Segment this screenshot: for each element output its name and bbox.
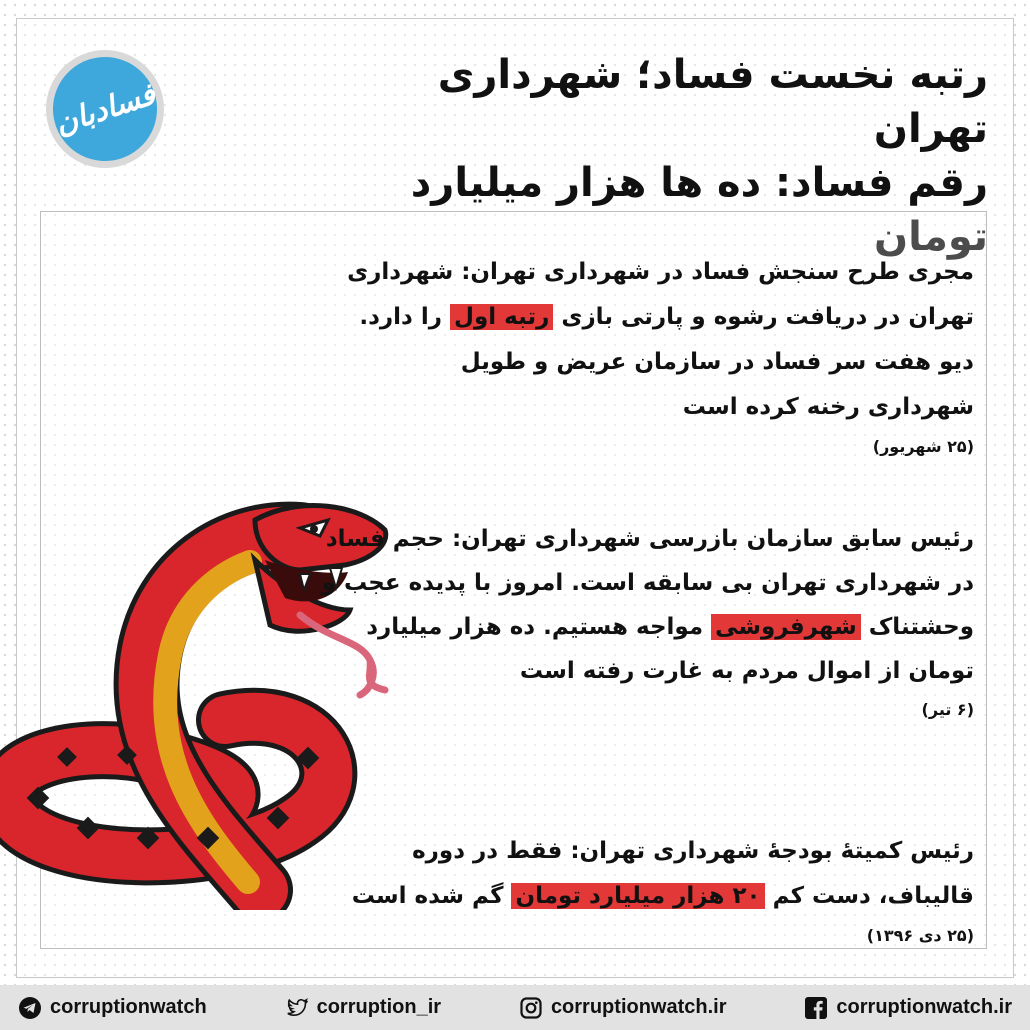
instagram-link[interactable] — [519, 996, 727, 1020]
footer-social-bar — [0, 985, 1030, 1030]
highlight-rank-first: رتبه اول — [450, 304, 553, 330]
twitter-handle: corruption_ir — [316, 996, 442, 1018]
quote-2-line-4: تومان از اموال مردم به غارت رفته است — [519, 658, 974, 684]
instagram-icon — [519, 996, 543, 1020]
telegram-link[interactable] — [18, 996, 207, 1020]
telegram-icon — [18, 996, 42, 1020]
facebook-icon — [804, 996, 828, 1020]
quote-1-date: (۲۵ شهریور) — [872, 437, 974, 456]
quote-1-line-4: شهرداری رخنه کرده است — [682, 394, 974, 420]
quote-1-line-2-a: تهران در دریافت رشوه و پارتی بازی — [553, 304, 974, 330]
title-line-2: رقم فساد: ده ها هزار میلیارد تومان — [410, 160, 988, 260]
quote-3-date: (۲۵ دی ۱۳۹۶) — [866, 926, 974, 945]
facebook-handle: corruptionwatch.ir — [836, 996, 1012, 1018]
quote-3-line-2-b: گم شده است — [351, 883, 512, 909]
logo — [46, 50, 164, 168]
quote-1-line-1: مجری طرح سنجش فساد در شهرداری تهران: شهرداری — [347, 259, 974, 285]
quote-block-2 — [322, 517, 974, 723]
facebook-link[interactable] — [804, 996, 1012, 1020]
telegram-handle: corruptionwatch — [50, 996, 207, 1018]
quote-2-line-3 — [322, 605, 974, 649]
quote-1-line-3: دیو هفت سر فساد در سازمان عریض و طویل — [460, 349, 974, 375]
twitter-link[interactable] — [285, 996, 441, 1020]
quote-3-line-2-a: قالیباف، دست کم — [764, 883, 974, 909]
quote-2-line-3-a: وحشتناک — [860, 614, 974, 640]
logo-text: فسادبان — [39, 43, 170, 174]
quote-block-3 — [352, 829, 974, 949]
quote-3-line-2 — [352, 874, 974, 919]
highlight-amount: ۲۰ هزار میلیارد تومان — [511, 883, 764, 909]
quote-3-line-1: رئیس کمیتۀ بودجۀ شهرداری تهران: فقط در دوره — [412, 838, 974, 864]
quote-block-1 — [347, 250, 974, 460]
instagram-handle: corruptionwatch.ir — [550, 996, 727, 1018]
quote-2-line-1: رئیس سابق سازمان بازرسی شهرداری تهران: حجم فساد — [325, 526, 974, 552]
quote-2-line-2: در شهرداری تهران بی سابقه است. امروز با پدیده عجب و — [321, 570, 974, 596]
quote-1-line-2-b: را دارد. — [359, 304, 450, 330]
twitter-icon — [285, 996, 309, 1020]
quote-2-date: (۶ تیر) — [921, 700, 974, 719]
quote-2-line-3-b: مواجه هستیم. ده هزار میلیارد — [366, 614, 712, 640]
highlight-city-selling: شهرفروشی — [711, 614, 861, 640]
quote-1-line-2 — [347, 295, 974, 340]
title-line-1: رتبه نخست فساد؛ شهرداری تهران — [437, 52, 988, 152]
